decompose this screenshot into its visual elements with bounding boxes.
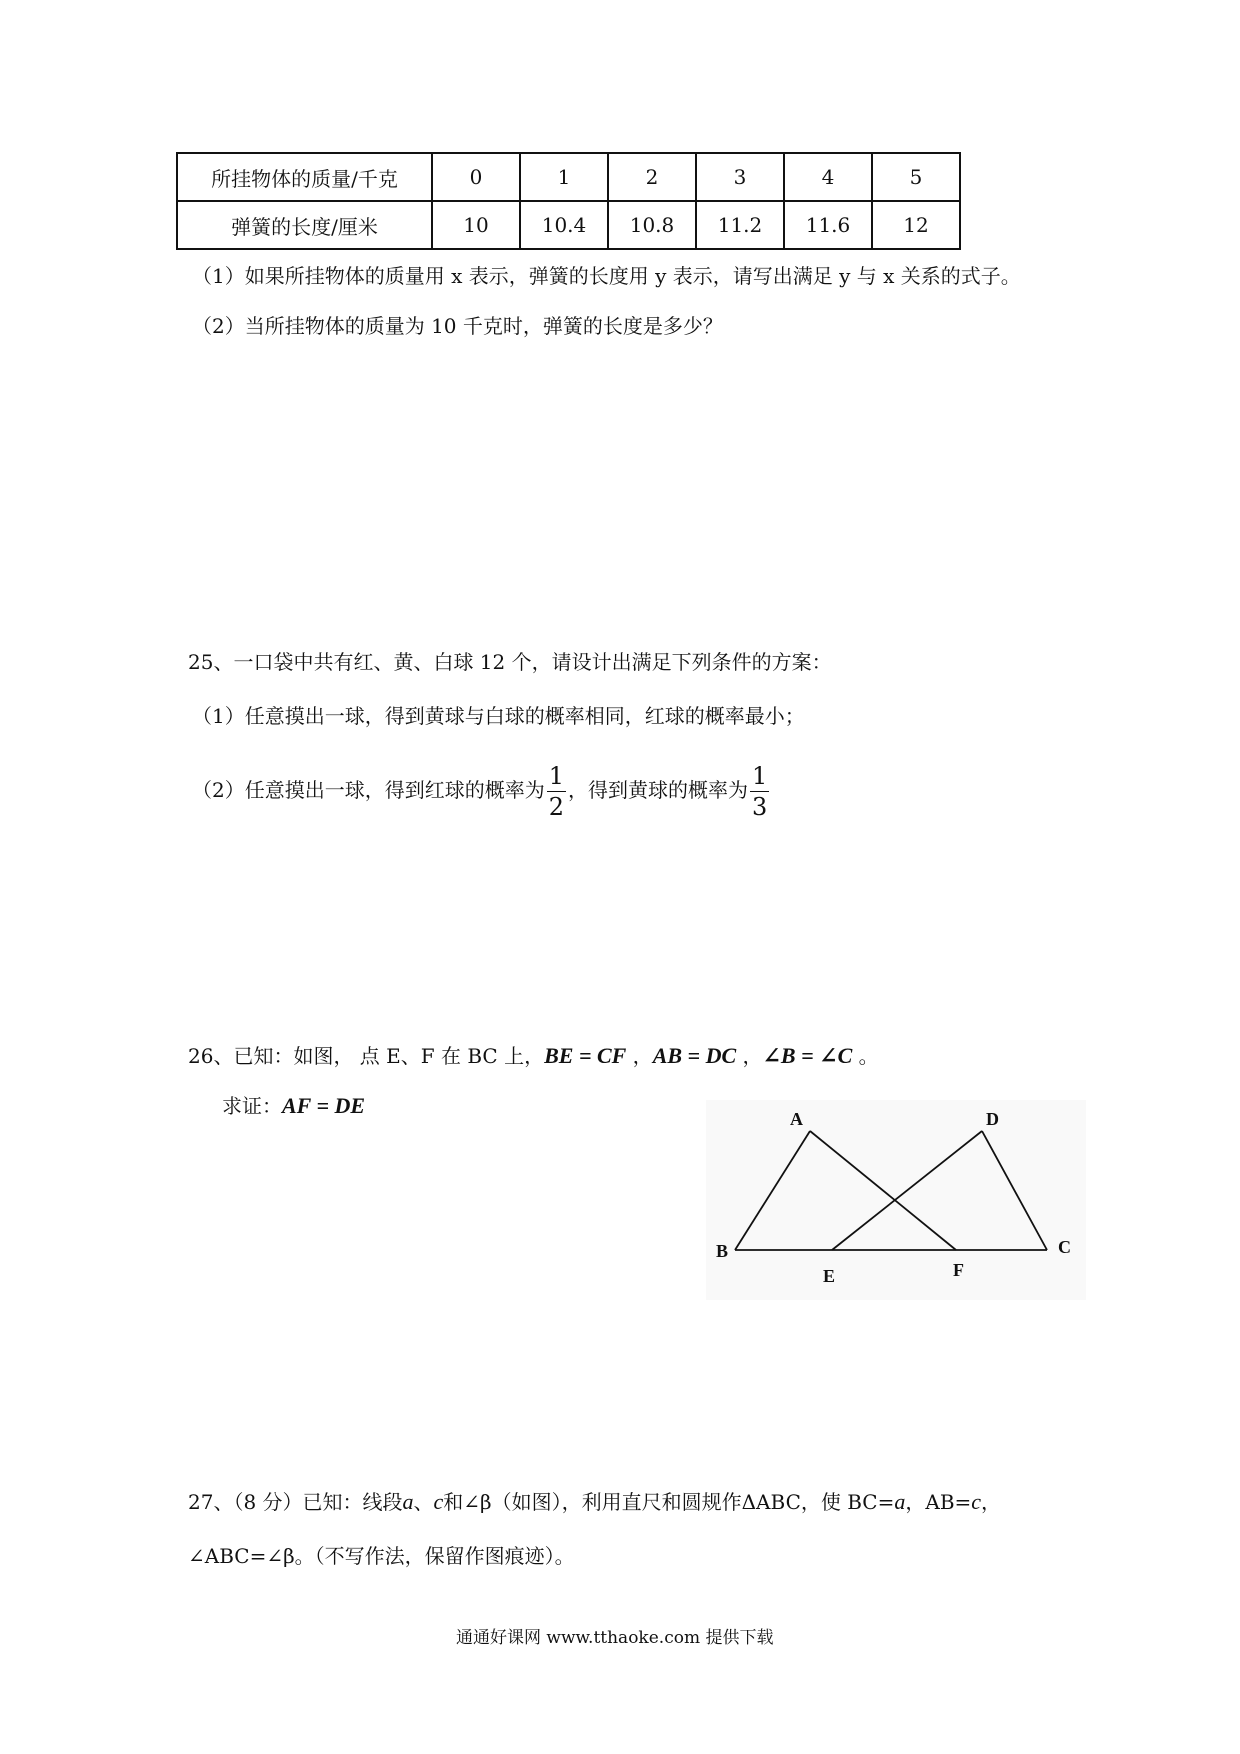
q25-part2-text-b: ，得到黄球的概率为: [568, 778, 749, 802]
q25-stem: 25、一口袋中共有红、黄、白球 12 个，请设计出满足下列条件的方案：: [188, 650, 832, 674]
table-header-length: 弹簧的长度/厘米: [177, 201, 432, 249]
prove-statement: AF = DE: [282, 1093, 366, 1118]
label-e: E: [823, 1266, 836, 1286]
q25-part2: [192, 758, 771, 822]
table-cell: 11.2: [696, 201, 784, 249]
table-row: [177, 201, 960, 249]
var-a-repeat: a: [894, 1489, 906, 1514]
separator: 、: [413, 1490, 434, 1514]
q27-line2: ∠ABC=∠β。（不写作法，保留作图痕迹）。: [188, 1544, 575, 1568]
var-a: a: [402, 1489, 414, 1514]
q27-text-d: ，: [981, 1490, 1002, 1514]
fraction-numerator: 1: [752, 762, 768, 790]
q26-stem-text: 26、已知：如图， 点 E、F 在 BC 上，: [188, 1044, 545, 1068]
table-cell: 10.8: [608, 201, 696, 249]
label-f: F: [953, 1260, 964, 1280]
condition-be-cf: BE = CF: [544, 1043, 627, 1068]
q25-part2-text-a: （2）任意摸出一球，得到红球的概率为: [192, 778, 545, 802]
condition-ab-dc: AB = DC: [652, 1043, 737, 1068]
condition-angle-b-c: ∠B = ∠C: [762, 1043, 853, 1068]
q24-part1: （1）如果所挂物体的质量用 x 表示，弹簧的长度用 y 表示，请写出满足 y 与 x 关系的式子。: [192, 264, 1021, 288]
label-d: D: [986, 1109, 999, 1129]
fraction-one-third: [750, 761, 769, 822]
q27-line1: [188, 1488, 1001, 1516]
spring-data-table: [176, 152, 961, 250]
table-cell: 1: [520, 153, 608, 201]
separator: ，: [626, 1044, 653, 1068]
q27-text-a: 27、（8 分）已知：线段: [188, 1490, 403, 1514]
table-cell: 0: [432, 153, 520, 201]
q26-stem: [188, 1042, 879, 1070]
table-cell: 10: [432, 201, 520, 249]
triangle-figure: [706, 1100, 1086, 1300]
var-c: c: [433, 1489, 444, 1514]
table-cell: 10.4: [520, 201, 608, 249]
var-c-repeat: c: [971, 1489, 982, 1514]
q27-text-c: ，AB=: [905, 1490, 972, 1514]
table-row: [177, 153, 960, 201]
table-cell: 11.6: [784, 201, 872, 249]
page-footer: 通通好课网 www.tthaoke.com 提供下载: [456, 1628, 774, 1648]
q27-text-b: 和∠β（如图），利用直尺和圆规作ΔABC，使 BC=: [443, 1490, 895, 1514]
fraction-denominator: 2: [548, 793, 565, 821]
separator: ，: [736, 1044, 763, 1068]
fraction-denominator: 3: [752, 793, 768, 821]
table-header-mass: 所挂物体的质量/千克: [177, 153, 432, 201]
prove-label: 求证：: [222, 1094, 282, 1118]
table-cell: 2: [608, 153, 696, 201]
q26-prove: [222, 1092, 365, 1120]
label-a: A: [790, 1109, 803, 1129]
q24-part2: （2）当所挂物体的质量为 10 千克时，弹簧的长度是多少？: [192, 314, 723, 338]
q25-part1: （1）任意摸出一球，得到黄球与白球的概率相同，红球的概率最小；: [192, 704, 805, 728]
table-cell: 12: [872, 201, 960, 249]
sentence-end: 。: [852, 1044, 879, 1068]
fraction-one-half: [547, 761, 566, 822]
table-cell: 3: [696, 153, 784, 201]
fraction-numerator: 1: [548, 762, 565, 790]
table-cell: 5: [872, 153, 960, 201]
label-b: B: [716, 1241, 729, 1261]
table-cell: 4: [784, 153, 872, 201]
label-c: C: [1058, 1237, 1071, 1257]
